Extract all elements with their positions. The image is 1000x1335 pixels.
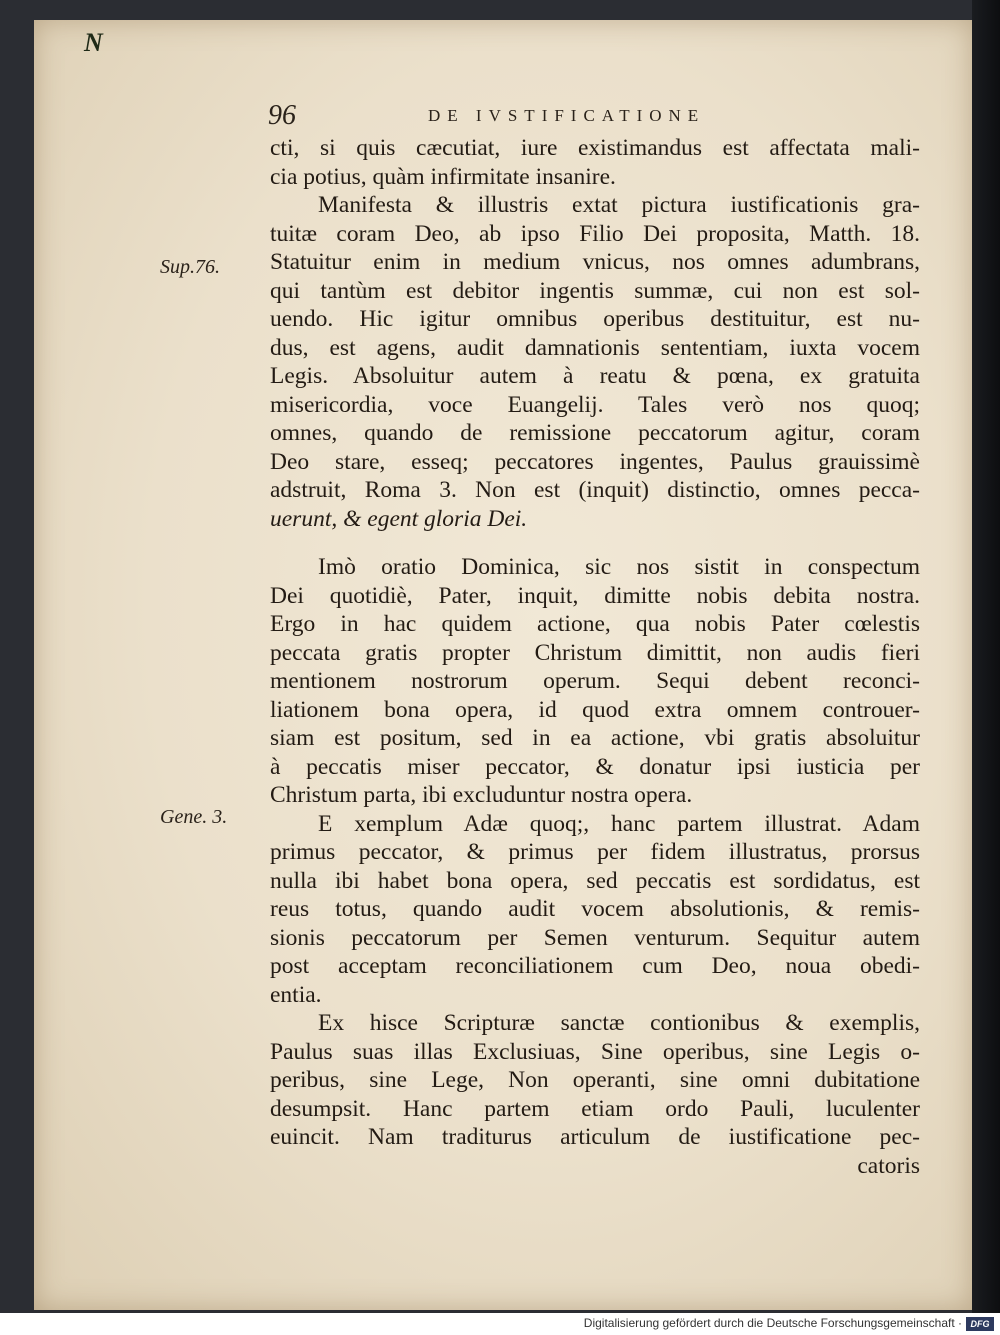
text-line: mentionem nostrorum operum. Sequi debent reconci- bbox=[270, 668, 920, 694]
text-line: desumpsit. Hanc partem etiam ordo Pauli, luculenter bbox=[270, 1095, 920, 1122]
book-edge bbox=[972, 0, 1000, 1315]
text-line: tuitæ coram Deo, ab ipso Filio Dei proposita, Matth. 18. bbox=[270, 220, 920, 247]
text-line: sionis peccatorum per Semen venturum. Sequitur autem bbox=[270, 924, 920, 951]
text-line: omnes, quando de remissione peccatorum agitur, coram bbox=[270, 420, 920, 446]
text-line: Ex hisce Scripturæ sanctæ contionibus & exemplis, bbox=[318, 1010, 920, 1036]
text-line: Statuitur enim in medium vnicus, nos omnes adumbrans, bbox=[270, 249, 920, 275]
text-line: entia. bbox=[270, 981, 322, 1008]
text-line: post acceptam reconciliationem cum Deo, noua obedi- bbox=[270, 953, 920, 979]
text-line: à peccatis miser peccator, & donatur ipsi iusticia per bbox=[270, 753, 920, 780]
text-line: dus, est agens, audit damnationis sententiam, iuxta vocem bbox=[270, 334, 920, 361]
text-line: Imò oratio Dominica, sic nos sistit in conspectum bbox=[318, 554, 920, 580]
body-text bbox=[270, 134, 920, 1180]
text-line: Dei quotidiè, Pater, inquit, dimitte nobis debita nostra. bbox=[270, 582, 920, 609]
text-line: cia potius, quàm infirmitate insanire. bbox=[270, 163, 616, 190]
text-line: Christum parta, ibi excluduntur nostra opera. bbox=[270, 782, 693, 808]
text-line: qui tantùm est debitor ingentis summæ, cui non est sol- bbox=[270, 277, 920, 304]
text-line: Legis. Absoluitur autem à reatu & pœna, ex gratuita bbox=[270, 363, 920, 389]
catchword: catoris bbox=[857, 1152, 920, 1179]
text-line: Paulus suas illas Exclusiuas, Sine operibus, sine Legis o- bbox=[270, 1038, 920, 1065]
text-line: liationem bona opera, id quod extra omnem controuer- bbox=[270, 696, 920, 723]
text-line: euincit. Nam traditurus articulum de iustificatione pec- bbox=[270, 1124, 920, 1150]
page-number: 96 bbox=[268, 100, 296, 131]
text-line: Ergo in hac quidem actione, qua nobis Pater cœlestis bbox=[270, 611, 920, 637]
text-line: E xemplum Adæ quoq;, hanc partem illustrat. Adam bbox=[318, 810, 920, 837]
text-line: Deo stare, esseq; peccatores ingentes, Paulus grauissimè bbox=[270, 448, 920, 475]
text-line: primus peccator, & primus per fidem illustratus, prorsus bbox=[270, 839, 920, 865]
footer-credit: Digitalisierung gefördert durch die Deutsche Forschungsgemeinschaft · bbox=[583, 1316, 962, 1330]
marginal-note: Gene. 3. bbox=[160, 806, 228, 828]
page-header bbox=[268, 100, 788, 134]
text-line: nulla ibi habet bona opera, sed peccatis est sordidatus, est bbox=[270, 867, 920, 894]
text-line: peccata gratis propter Christum dimittit, non audis fieri bbox=[270, 639, 920, 666]
text-line: misericordia, voce Euangelij. Tales verò nos quoq; bbox=[270, 391, 920, 418]
text-line: uerunt, & egent gloria Dei. bbox=[270, 505, 528, 532]
text-line: uendo. Hic igitur omnibus operibus destituitur, est nu- bbox=[270, 306, 920, 332]
marginal-note: Sup.76. bbox=[160, 256, 220, 278]
text-line: reus totus, quando audit vocem absolutionis, & remis- bbox=[270, 896, 920, 922]
text-line: cti, si quis cæcutiat, iure existimandus est affectata mali- bbox=[270, 135, 920, 161]
running-head: DE IVSTIFICATIONE bbox=[428, 106, 706, 125]
footer-bar bbox=[0, 1313, 1000, 1335]
text-line: peribus, sine Lege, Non operanti, sine omni dubitatione bbox=[270, 1067, 920, 1093]
corner-mark: N bbox=[84, 28, 103, 57]
text-line: adstruit, Roma 3. Non est (inquit) distinctio, omnes pecca- bbox=[270, 477, 920, 503]
dfg-logo: DFG bbox=[966, 1317, 994, 1331]
text-line: Manifesta & illustris extat pictura iustificationis gra- bbox=[318, 192, 920, 218]
text-line: siam est positum, sed in ea actione, vbi gratis absoluitur bbox=[270, 725, 920, 751]
